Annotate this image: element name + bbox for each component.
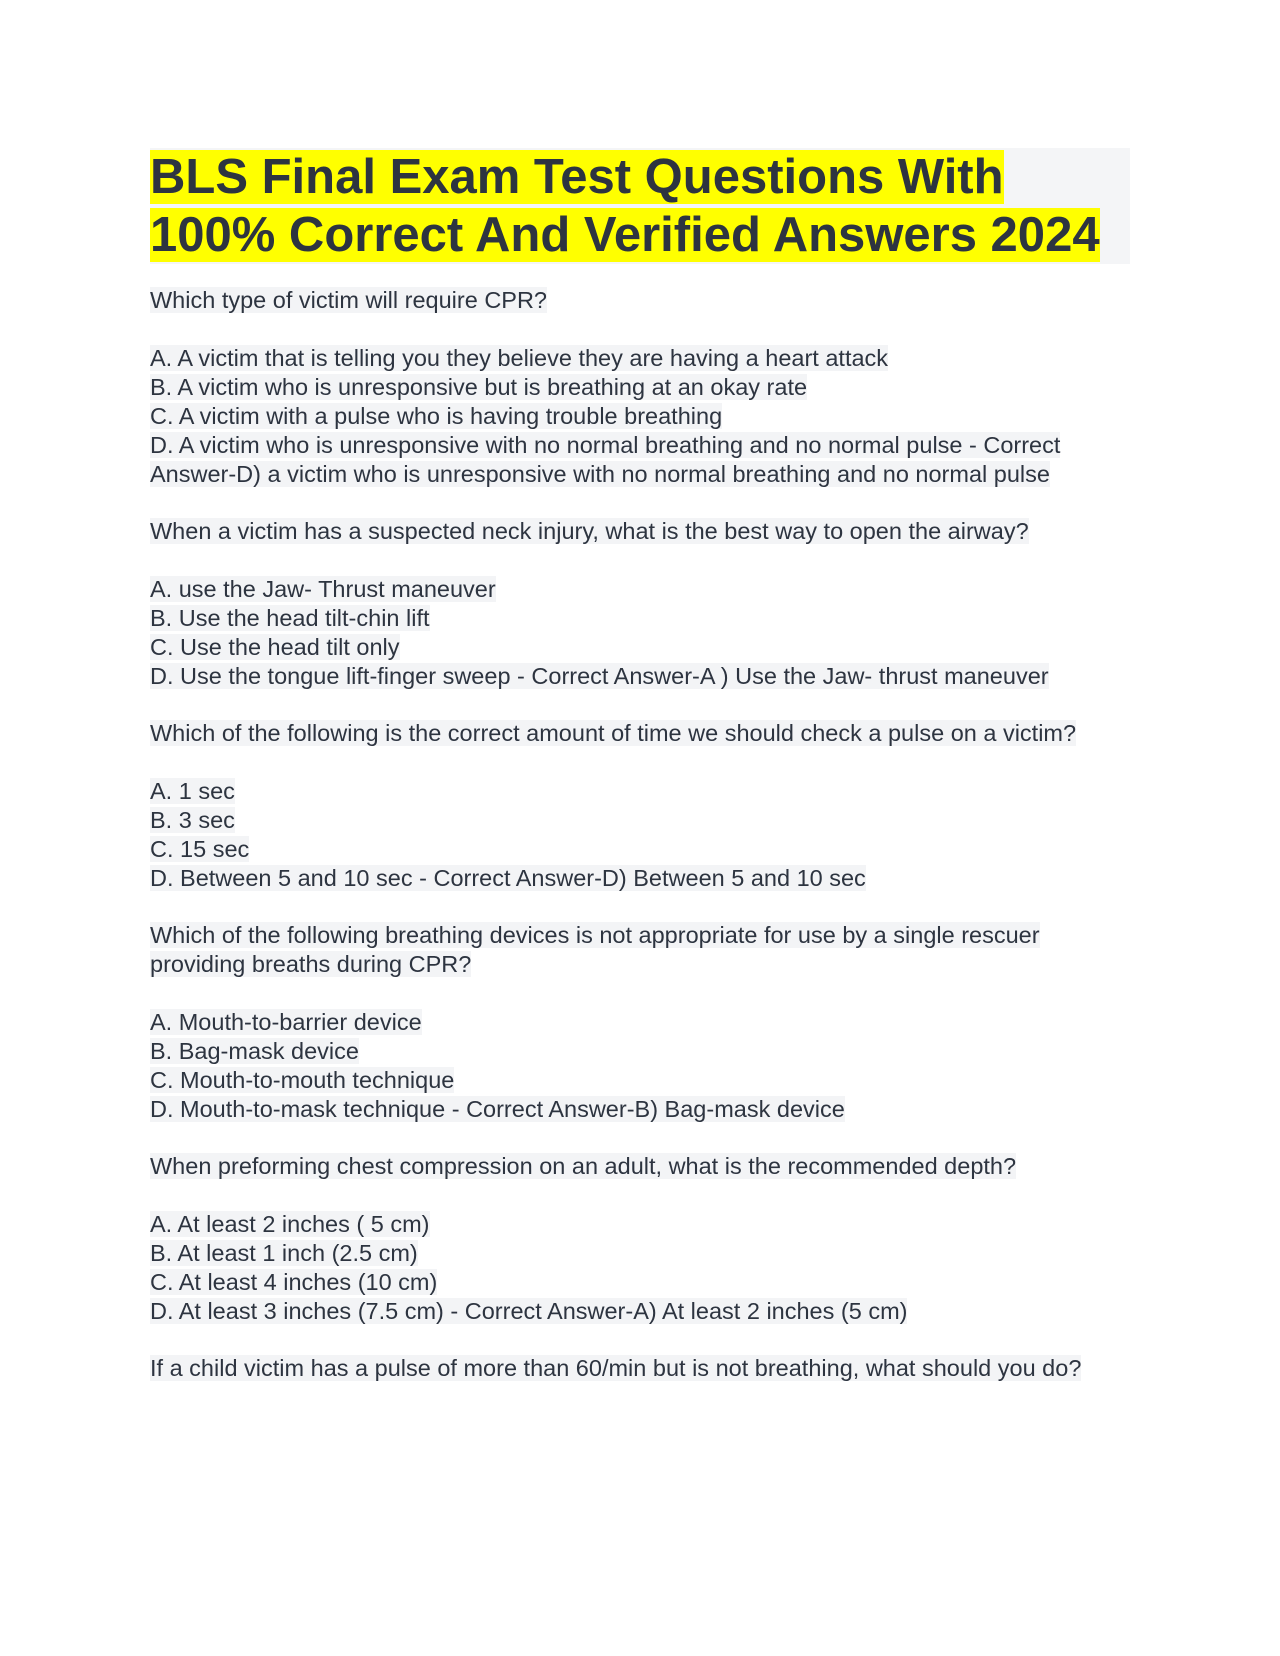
question-text — [150, 1152, 1130, 1181]
option-a: A. 1 sec — [150, 778, 235, 804]
question-text-span: Which of the following breathing devices is not appropriate for use by a single rescuer providing breaths during CPR? — [150, 922, 1040, 977]
option-line — [150, 373, 1130, 402]
option-b: B. 3 sec — [150, 807, 235, 833]
question-text — [150, 286, 1130, 315]
option-d-answer: D. At least 3 inches (7.5 cm) - Correct Answer-A) At least 2 inches (5 cm) — [150, 1298, 908, 1324]
option-line — [150, 1008, 1130, 1037]
option-c: C. Use the head tilt only — [150, 634, 400, 660]
option-a: A. A victim that is telling you they believe they are having a heart attack — [150, 345, 889, 371]
option-c: C. 15 sec — [150, 836, 250, 862]
question-block-2 — [150, 517, 1130, 691]
option-line — [150, 431, 1130, 489]
title-text: BLS Final Exam Test Questions With 100% Correct And Verified Answers 2024 — [150, 150, 1100, 262]
question-text — [150, 1354, 1130, 1383]
option-d-answer: D. Mouth-to-mask technique - Correct Answer-B) Bag-mask device — [150, 1096, 845, 1122]
question-text-span: Which type of victim will require CPR? — [150, 287, 547, 313]
option-line — [150, 864, 1130, 893]
option-line — [150, 1037, 1130, 1066]
option-line — [150, 1297, 1130, 1326]
option-b: B. At least 1 inch (2.5 cm) — [150, 1240, 418, 1266]
option-c: C. At least 4 inches (10 cm) — [150, 1269, 438, 1295]
question-text-span: If a child victim has a pulse of more than 60/min but is not breathing, what should you do? — [150, 1355, 1082, 1381]
question-text — [150, 719, 1130, 748]
option-c: C. A victim with a pulse who is having trouble breathing — [150, 403, 723, 429]
option-b: B. Use the head tilt-chin lift — [150, 605, 430, 631]
title-block — [150, 148, 1130, 264]
option-d-answer: D. Use the tongue lift-finger sweep - Correct Answer-A ) Use the Jaw- thrust maneuver — [150, 663, 1049, 689]
option-b: B. Bag-mask device — [150, 1038, 359, 1064]
option-line — [150, 835, 1130, 864]
question-text-span: Which of the following is the correct amount of time we should check a pulse on a victim? — [150, 720, 1077, 746]
option-line — [150, 1210, 1130, 1239]
option-line — [150, 633, 1130, 662]
question-block-6 — [150, 1354, 1130, 1383]
question-text — [150, 921, 1130, 979]
question-text-span: When a victim has a suspected neck injury, what is the best way to open the airway? — [150, 518, 1029, 544]
option-line — [150, 806, 1130, 835]
option-line — [150, 1239, 1130, 1268]
option-c: C. Mouth-to-mouth technique — [150, 1067, 455, 1093]
document-title — [150, 148, 1130, 264]
question-text-span: When preforming chest compression on an adult, what is the recommended depth? — [150, 1153, 1017, 1179]
question-block-4 — [150, 921, 1130, 1124]
option-line — [150, 777, 1130, 806]
option-line — [150, 402, 1130, 431]
option-line — [150, 1095, 1130, 1124]
option-line — [150, 1268, 1130, 1297]
question-block-5 — [150, 1152, 1130, 1326]
option-d-answer: D. A victim who is unresponsive with no normal breathing and no normal pulse - Correct Answer-D) a victim who is unresponsive with no normal breathing and no normal pulse — [150, 432, 1061, 487]
question-block-3 — [150, 719, 1130, 893]
question-block-1 — [150, 286, 1130, 489]
option-d-answer: D. Between 5 and 10 sec - Correct Answer-D) Between 5 and 10 sec — [150, 865, 866, 891]
option-a: A. use the Jaw- Thrust maneuver — [150, 576, 496, 602]
option-line — [150, 604, 1130, 633]
option-line — [150, 1066, 1130, 1095]
option-line — [150, 344, 1130, 373]
option-line — [150, 575, 1130, 604]
question-text — [150, 517, 1130, 546]
option-b: B. A victim who is unresponsive but is breathing at an okay rate — [150, 374, 808, 400]
document-page — [150, 148, 1130, 1412]
option-line — [150, 662, 1130, 691]
option-a: A. At least 2 inches ( 5 cm) — [150, 1211, 430, 1237]
option-a: A. Mouth-to-barrier device — [150, 1009, 422, 1035]
